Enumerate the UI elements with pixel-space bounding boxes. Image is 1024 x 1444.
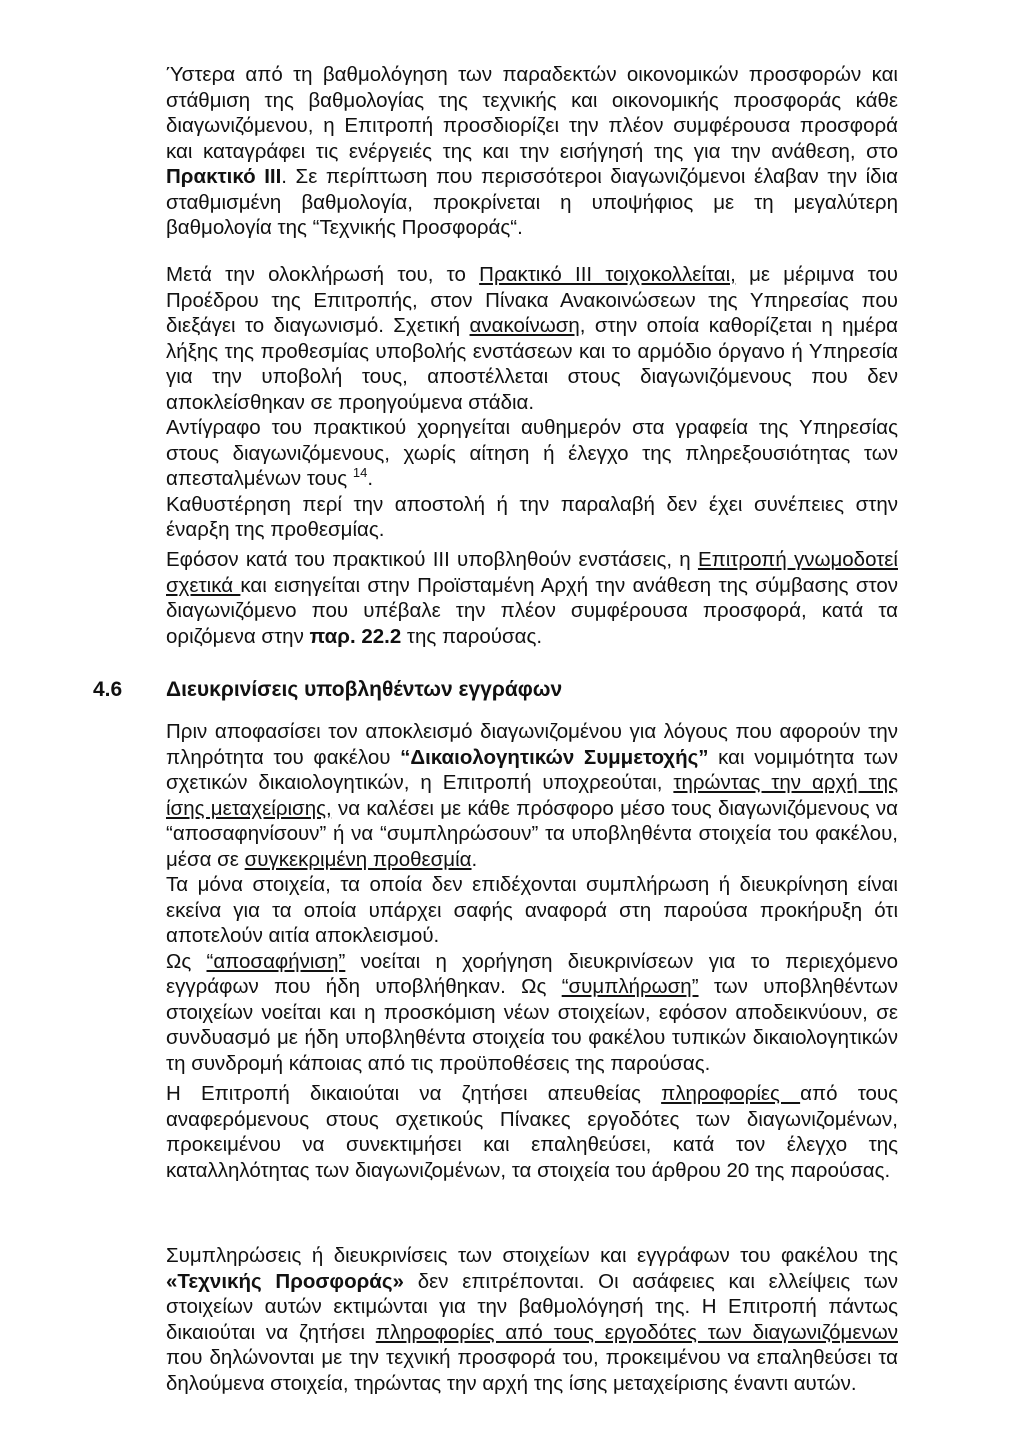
underlined-text: συγκεκριμένη προθεσμία xyxy=(244,847,472,871)
text-run: να καλέσει με κάθε πρόσφορο μέσο τους διαγωνιζόμενους να “αποσαφηνίσουν” ή να “συμπληρώσουν” τα υποβληθέντα στοιχεία του φακέλου, μέσα σε xyxy=(166,796,898,871)
bold-text: «Τεχνικής Προσφοράς» xyxy=(166,1269,404,1293)
text-run: με μέριμνα του Προέδρου της Επιτροπής, στον Πίνακα Ανακοινώσεων της Υπηρεσίας που διεξάγει το διαγωνισμό. Σχετική xyxy=(166,263,899,337)
text-run: Πριν αποφασίσει τον αποκλεισμό διαγωνιζομένου για λόγους που αφορούν την πληρότητα του φακέλου xyxy=(166,720,898,769)
text-run: . xyxy=(367,467,374,490)
text-run: Εφόσον κατά του πρακτικού ΙΙΙ υποβληθούν ενστάσεις, η xyxy=(166,548,698,571)
paragraph-delay: Καθυστέρηση περί την αποστολή ή την παραλαβή δεν έχει συνέπειες στην έναρξη της προθεσμίας. xyxy=(166,492,898,541)
text-run: που δηλώνονται με την τεχνική προσφορά του, προκειμένου να επαληθεύσει τα δηλούμενα στοιχεία, τηρώντας την αρχή της ίσης μεταχείρισης έναντι αυτών. xyxy=(166,1346,898,1395)
text-run: και νομιμότητα των σχετικών δικαιολογητικών, η Επιτροπή υποχρεούται, xyxy=(166,745,898,794)
paragraph-technical-offer xyxy=(166,1243,898,1396)
bold-text: παρ. 22.2 xyxy=(309,624,402,648)
underlined-text: “αποσαφήνιση” xyxy=(206,949,346,973)
text-run: από τους αναφερόμενους στους σχετικούς Πίνακες εργοδότες των διαγωνιζομένων, προκειμένου να συνεκτιμήσει και επαληθεύσει, κατά τον έλεγχο της καταλληλότητας των διαγωνιζομένων, τα στοιχεία του άρθρου 20 της παρούσας. xyxy=(166,1082,898,1182)
underlined-text: τηρώντας την αρχή της ίσης μεταχείρισης, xyxy=(166,771,899,820)
paragraph-clarifications xyxy=(166,719,898,1076)
text-run: νοείται η χορήγηση διευκρινίσεων για το περιεχόμενο εγγράφων που ήδη υποβλήθηκαν. Ως xyxy=(166,949,898,998)
underlined-text: ανακοίνωση xyxy=(469,314,580,337)
paragraph-objections xyxy=(166,547,898,649)
text-run: της παρούσας. xyxy=(401,624,543,648)
underlined-text: Πρακτικό ΙΙΙ τοιχοκολλείται, xyxy=(479,263,736,286)
text-run: και εισηγείται στην Προϊσταμένη Αρχή την ανάθεση της σύμβασης στον διαγωνιζόμενο που υπέβαλε την πλέον συμφέρουσα προσφορά, κατά τα οριζόμενα στην xyxy=(166,573,898,648)
text-run: . Σε περίπτωση που περισσότεροι διαγωνιζόμενοι έλαβαν την ίδια σταθμισμένη βαθμολογία, προκρίνεται η υποψήφιος με τη μεγαλύτερη βαθμολογία της “Τεχνικής Προσφοράς“. xyxy=(166,165,899,239)
text-run: Μετά την ολοκλήρωσή του, το xyxy=(166,263,480,286)
text-run: Συμπληρώσεις ή διευκρινίσεις των στοιχείων και εγγράφων του φακέλου της xyxy=(166,1244,898,1267)
underlined-text: πληροφορίες xyxy=(661,1082,801,1105)
bold-text: “Δικαιολογητικών Συμμετοχής” xyxy=(400,745,709,769)
paragraph-exclusions: Τα μόνα στοιχεία, τα οποία δεν επιδέχονται συμπλήρωση ή διευκρίνηση είναι εκείνα για τα οποία υπάρχει σαφής αναφορά στη παρούσα προκήρυξη ότι αποτελούν αιτία αποκλεισμού. xyxy=(166,873,898,947)
text-run: Η Επιτροπή δικαιούται να ζητήσει απευθείας xyxy=(166,1082,662,1105)
text-run: Ύστερα από τη βαθμολόγηση των παραδεκτών οικονομικών προσφορών και στάθμιση της βαθμολογίας της τεχνικής και οικονομικής προσφοράς κάθε διαγωνιζόμενου, η Επιτροπή προσδιορίζει την πλέον συμφέρουσα προσφορά και καταγράφει τις ενέργειές της και την εισήγησή της για την ανάθεση, στο xyxy=(166,63,898,163)
section-number: 4.6 xyxy=(93,678,123,701)
text-run: των υποβληθέντων στοιχείων νοείται και η προσκόμιση νέων στοιχείων, εφόσον αποδεικνύουν, σε συνδυασμό με ήδη υποβληθέντα στοιχεία του φακέλου τυπικών δικαιολογητικών τη συνδρομή κάποιας από τις προϋποθέσεις της παρούσας. xyxy=(166,975,898,1075)
paragraph-information-request xyxy=(166,1081,898,1183)
text-run: . xyxy=(471,847,478,871)
paragraph-evaluation xyxy=(166,62,898,241)
text-run: , στην οποία καθορίζεται η ημέρα λήξης της προθεσμίας υποβολής ενστάσεων και το αρμόδιο όργανο ή Υπηρεσία για την υποβολή τους, αποστέλλεται στους διαγωνιζόμενους που δεν αποκλείσθηκαν σε προηγούμενα στάδια. xyxy=(166,314,898,414)
section-heading: Διευκρινίσεις υποβληθέντων εγγράφων xyxy=(166,678,563,701)
text-run: δεν επιτρέπονται. Οι ασάφειες και ελλείψεις των στοιχείων αυτών εκτιμώνται για την βαθμολόγησή της. Η Επιτροπή πάντως δικαιούται να ζητήσει xyxy=(166,1269,899,1344)
text-run: Αντίγραφο του πρακτικού χορηγείται αυθημερόν στα γραφεία της Υπηρεσίας στους διαγωνιζόμενους, χωρίς αίτηση ή έλεγχο της πληρεξουσιότητας των απεσταλμένων τους xyxy=(166,416,898,490)
underlined-text: “συμπλήρωση” xyxy=(561,975,699,998)
underlined-text: πληροφορίες από τους εργοδότες των διαγωνιζόμενων xyxy=(375,1320,898,1344)
bold-text: Πρακτικό ΙΙΙ xyxy=(166,165,282,188)
footnote-ref: 14 xyxy=(352,465,368,481)
text-run: Ως xyxy=(166,949,207,973)
underlined-text: Επιτροπή γνωμοδοτεί σχετικά xyxy=(166,548,898,597)
paragraph-posting xyxy=(166,262,898,543)
